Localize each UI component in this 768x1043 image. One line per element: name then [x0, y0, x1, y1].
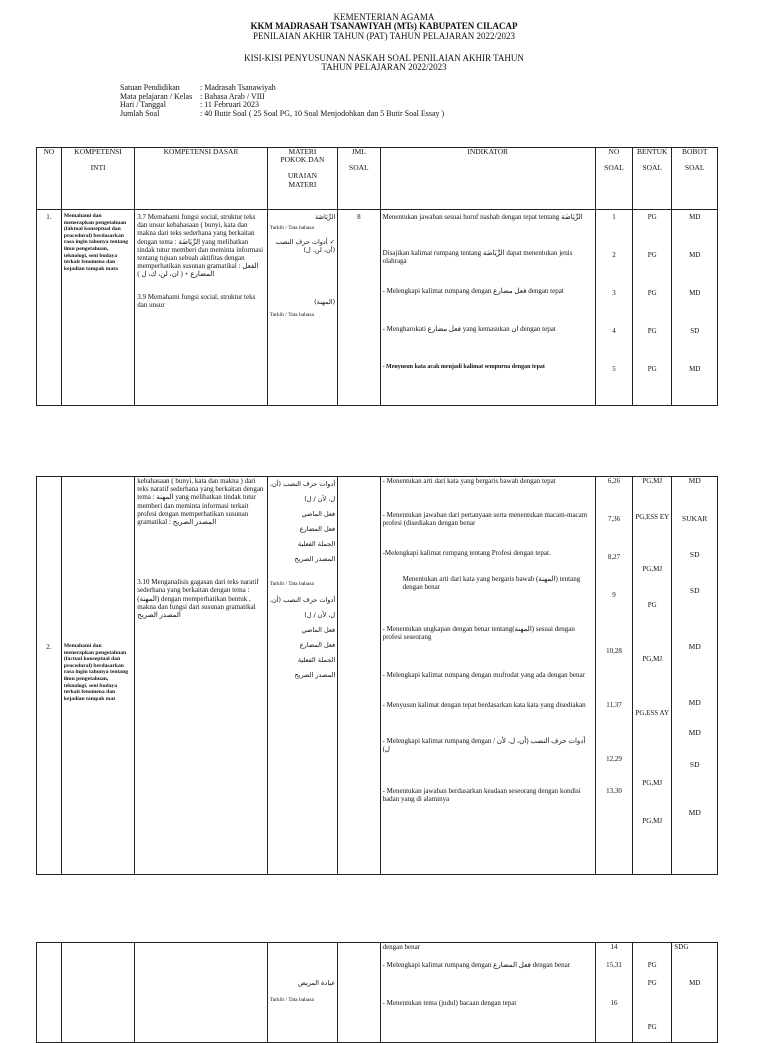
kompetensi-inti — [61, 943, 134, 1043]
bentuk-soal-list — [633, 943, 672, 1043]
materi-pokok — [267, 210, 337, 406]
info-key: Mata pelajaran / Kelas — [120, 91, 193, 101]
materi-item: فعل الماضي — [301, 626, 336, 635]
indikator-item: - Menentukan jawaban berdasarkan keadaan seseorang dengan kondisi badan yang di alaminya — [382, 787, 581, 804]
nomor-soal-list — [595, 477, 632, 875]
nomor-soal: 14 — [610, 943, 618, 951]
materi-tarkib: Tarkib / Tata bahasa — [269, 581, 314, 587]
indikator-item: - Melengkapi kalimat rumpang dengan mufrodat yang ada dengan benar — [382, 671, 585, 679]
header-line-2: KKM MADRASAH TSANAWIYAH (MTs) KABUPATEN CILACAP — [250, 21, 518, 31]
bobot-soal: MD — [689, 979, 701, 987]
materi-item: الجملة الفعلية — [297, 540, 336, 548]
bobot-soal: SD — [689, 760, 700, 769]
col-materi-label-1: MATERI — [288, 147, 317, 156]
bobot-soal: SD — [689, 550, 700, 559]
table-row — [37, 210, 718, 406]
bentuk-soal: PG,MJ — [642, 477, 663, 485]
materi-item: الجملة الفعلية — [297, 656, 336, 665]
header-line-4: KISI-KISI PENYUSUNAN NASKAH SOAL PENILAIAN AKHIR TAHUN — [244, 53, 524, 63]
bentuk-soal-list — [633, 210, 672, 406]
row-number: 2. — [37, 477, 62, 875]
nomor-soal: 9 — [612, 591, 616, 599]
info-value: : Bahasa Arab / VIII — [200, 91, 265, 101]
info-value: : 11 Februari 2023 — [200, 100, 260, 110]
indikator-item: Menentukan jawaban sesuai huruf nashab dengan tepat tentang الرِّيَاضَة — [382, 213, 583, 221]
col-indikator-label: INDIKATOR — [467, 147, 509, 156]
info-key: Jumlah Soal — [120, 108, 160, 118]
col-jml — [338, 148, 380, 210]
bobot-soal: SUKAR — [681, 514, 708, 523]
nomor-soal: 7,36 — [607, 515, 621, 523]
col-jml-label-2: SOAL — [349, 163, 369, 173]
materi-mihnah: (المهنة) — [314, 297, 336, 306]
kisi-table-page-2 — [36, 476, 718, 875]
kompetensi-dasar — [135, 477, 267, 875]
bentuk-soal-list — [633, 477, 672, 875]
indikator-item: Menentukan arti dari kata yang bergaris bawah (المهنة) tentang dengan benar — [402, 575, 581, 592]
row-number: 1. — [37, 210, 62, 406]
col-ki-label-1: KOMPETENSI — [74, 147, 122, 156]
bobot-soal-list — [672, 943, 718, 1043]
nomor-soal: 15,31 — [606, 961, 622, 969]
kompetensi-dasar — [135, 943, 267, 1043]
nomor-soal: 8,27 — [607, 553, 621, 561]
info-key: Satuan Pendidikan — [120, 83, 180, 92]
indikator-item: - Menyusun kata acak menjadi kalimat sempurna dengan tepat — [382, 364, 545, 370]
indikator-item: - Menyusun kalimat dengan tepat berdasarkan kata kata yang disediakan — [382, 701, 586, 709]
indikator-item: dengan benar — [382, 943, 421, 951]
nomor-soal: 11,37 — [606, 701, 622, 709]
kompetensi-dasar — [135, 210, 267, 406]
info-value: : Madrasah Tsanawiyah — [200, 83, 276, 92]
bentuk-soal: PG — [647, 961, 657, 969]
nomor-soal: 6,26 — [607, 477, 621, 485]
bobot-soal-list — [672, 210, 718, 406]
col-ki — [61, 148, 134, 210]
indikator-item: - Mengharokati فعل مضارع yang kemasukan ان dengan tepat — [382, 325, 556, 333]
materi-item: أدوات حرف النصب (أن، ل، لأن / ل) — [269, 480, 336, 503]
bentuk-soal: PG — [647, 601, 657, 609]
materi-tarkib: Tarkib / Tata bahasa — [269, 997, 314, 1004]
header-line-1: KEMENTERIAN AGAMA — [333, 12, 435, 22]
materi-item: المصدر الصريح — [294, 671, 336, 680]
bentuk-soal: PG — [647, 365, 657, 373]
col-indikator — [380, 148, 595, 210]
materi-tarkib: Tarkib / Tata bahasa — [269, 225, 314, 232]
col-ki-label-2: INTI — [90, 163, 106, 173]
indikator-item: - Menentukan arti dari kata yang bergaris bawah dengan tepat — [382, 477, 556, 485]
col-materi-label-2: POKOK DAN — [280, 155, 325, 165]
col-bobot-label-1: BOBOT — [681, 147, 708, 156]
bobot-soal-list — [672, 477, 718, 875]
col-no-soal-label-1: NO — [608, 147, 620, 156]
materi-item: أدوات حرف النصب (أن، ل، لأن / ل) — [269, 596, 336, 620]
indikator-list — [380, 477, 595, 875]
info-value: : 40 Butir Soal ( 25 Soal PG, 10 Soal Menjodohkan dan 5 Butir Soal Essay ) — [200, 108, 445, 118]
materi-topic: الرِّيَاضَة — [314, 213, 336, 221]
bobot-soal: MD — [689, 213, 701, 221]
info-row — [120, 110, 444, 119]
indikator-item: - Menentukan jawaban dari pertanyaan serta menentukan macam-macam profesi (disediakan dengan benar — [382, 511, 588, 528]
bentuk-soal: PG — [647, 289, 657, 297]
bobot-soal: SD — [690, 327, 700, 335]
bobot-soal: MD — [688, 698, 701, 707]
kisi-table-page-1 — [36, 147, 718, 406]
bobot-soal: MD — [688, 642, 701, 651]
materi-topic: عيادة المريض — [298, 979, 336, 987]
bobot-soal: MD — [689, 251, 701, 259]
nomor-soal-list — [595, 210, 632, 406]
col-jml-label-1: JML — [351, 147, 366, 156]
materi-item: فعل المضارع — [299, 525, 336, 533]
indikator-item: - Melengkapi kalimat rumpang dengan فعل المضارع dengan benar — [382, 961, 571, 969]
bentuk-soal: PG,MJ — [642, 779, 663, 787]
kd-3-10: 3.10 Menganalisis gagasan dari teks naratif sederhana yang berkaitan dengan tema : (المهنة) dengan memperhatikan bentuk , makna dan fungsi dari susunan gramatikal المصدر الصريح — [137, 578, 259, 620]
indikator-item: - Melengkapi kalimat rumpang dengan أدوات حرف النصب (أن، ل، لأن / ل) — [382, 737, 586, 754]
materi-tarkib-2: Tarkib / Tata bahasa — [269, 312, 314, 319]
kd-3-9-continued: kebahasaan ( bunyi, kata dan makna ) dari teks naratif sederhana yang berkaitan dengan tema : المهنة yang melibatkan tindak tutur memberi dan meminta informasi terkait profesi dengan memperhatikan susunan gramatikal : المصدر الصريح — [137, 477, 264, 527]
col-kd-label: KOMPETENSI DASAR — [163, 147, 239, 156]
bobot-soal: MD — [688, 476, 701, 485]
bentuk-soal: PG — [647, 327, 657, 335]
col-bobot — [672, 148, 718, 210]
col-bentuk-label-1: BENTUK — [637, 147, 668, 156]
col-kd — [135, 148, 267, 210]
bentuk-soal: PG — [647, 1023, 657, 1031]
bentuk-soal: PG — [647, 979, 657, 987]
nomor-soal: 5 — [612, 365, 616, 373]
materi-item: فعل الماضي — [301, 510, 336, 518]
materi-item: فعل المضارع — [299, 641, 336, 650]
nomor-soal: 12,29 — [606, 755, 622, 763]
col-no-label: NO — [43, 147, 55, 156]
info-row — [120, 93, 444, 102]
bentuk-soal: PG — [647, 213, 657, 221]
materi-item: المصدر الصريح — [294, 555, 336, 563]
kisi-table-page-3 — [36, 942, 718, 1043]
info-key: Hari / Tanggal — [120, 100, 166, 110]
bentuk-soal: PG,MJ — [642, 817, 663, 825]
kd-3-7: 3.7 Memahami fungsi social, struktur teks dan unsur kebahasaan ( bunyi, kata dan makna dari teks sederhana yang berkaitan dengan tema : الرِّيَاضَة yang melibatkan tindak tutur memberi dan meminta informasi tentang tujuan sebuah aktifitas dengan memperhatikan susunan gramatikal : الفعل المضارع + ( ان، لن، ك، ل ) — [137, 213, 264, 279]
row-number — [37, 943, 62, 1043]
col-no-soal — [595, 148, 632, 210]
col-no-soal-label-2: SOAL — [604, 163, 624, 173]
materi-pokok — [267, 477, 337, 875]
jumlah-soal — [338, 477, 380, 875]
indikator-item: -Melengkapi kalimat rumpang tentang Profesi dengan tepat. — [382, 549, 551, 557]
nomor-soal: 2 — [612, 251, 616, 259]
bentuk-soal: PG — [647, 251, 657, 259]
bobot-soal: MD — [689, 289, 701, 297]
bentuk-soal: PG,MJ — [642, 565, 663, 573]
bentuk-soal: PG,MJ — [642, 655, 663, 663]
col-no — [37, 148, 62, 210]
bobot-soal: MD — [688, 728, 701, 737]
table-row — [37, 943, 718, 1043]
indikator-list — [380, 943, 595, 1043]
nomor-soal-list — [595, 943, 632, 1043]
materi-pokok — [267, 943, 337, 1043]
col-bobot-label-2: SOAL — [684, 163, 705, 173]
indikator-list — [380, 210, 595, 406]
indikator-item: - Melengkapi kalimat rumpang dengan فعل مضارع dengan tepat — [382, 287, 564, 295]
jumlah-soal — [338, 943, 380, 1043]
kompetensi-inti: Memahami dan menerapkan pengetahuan (factual konseptual dan procedural) berdasarkan rasa ingin tahunya tentang ilmu pengetahuan, teknologi, seni budaya terkait fenomena dan kejadian tampak mat — [61, 477, 134, 875]
bobot-soal: MD — [688, 808, 701, 817]
table-header-row — [37, 148, 718, 210]
bobot-soal: MD — [689, 365, 701, 373]
kd-3-9: 3.9 Memahami fungsi social, struktur teks dan unsur — [137, 292, 256, 309]
nomor-soal: 4 — [612, 327, 616, 335]
nomor-soal: 3 — [612, 289, 616, 297]
indikator-item: - Menentukan ungkapan dengan benar tentang(المهنة) sesuai dengan profesi seseorang — [382, 625, 575, 642]
jumlah-soal: 8 — [338, 210, 380, 406]
table-row — [37, 477, 718, 875]
col-materi-label-3: URAIAN — [287, 171, 318, 181]
header-line-5: TAHUN PELAJARAN 2022/2023 — [321, 62, 447, 72]
nomor-soal: 10,28 — [606, 647, 622, 655]
kompetensi-inti: Memahami dan menerapkan pengetahuan (faktual konseptual dan procedural) berdasarkan rasa ingin tahunya tentang ilmu pengetahuan, teknologi, seni budaya terkait fenomena dan kejadian tampak mata — [61, 210, 134, 406]
col-bentuk-label-2: SOAL — [642, 163, 663, 173]
col-bentuk — [633, 148, 672, 210]
indikator-item: Disajikan kalimat rumpang tentang الرِّيَاضَة dapat menentukan jenis olahraga — [382, 249, 573, 266]
bobot-soal: SD — [689, 586, 700, 595]
nomor-soal: 13,30 — [606, 787, 622, 795]
bentuk-soal: PG,ESS AY — [635, 709, 670, 717]
indikator-item: - Menentukan tema (judul) bacaan dengan tepat — [382, 999, 517, 1007]
col-materi — [267, 148, 337, 210]
header-line-3: PENILAIAN AKHIR TAHUN (PAT) TAHUN PELAJARAN 2022/2023 — [253, 31, 515, 41]
document-info — [120, 84, 444, 118]
nomor-soal: 1 — [612, 213, 616, 221]
materi-adawat: ✓ أدوات حرف النصب (أن، لن، ل) — [275, 237, 336, 254]
nomor-soal: 16 — [610, 999, 618, 1007]
bobot-soal: SDG — [674, 943, 689, 951]
bentuk-soal: PG,ESS EY — [635, 513, 670, 521]
col-materi-label-4: MATERI — [288, 179, 317, 189]
